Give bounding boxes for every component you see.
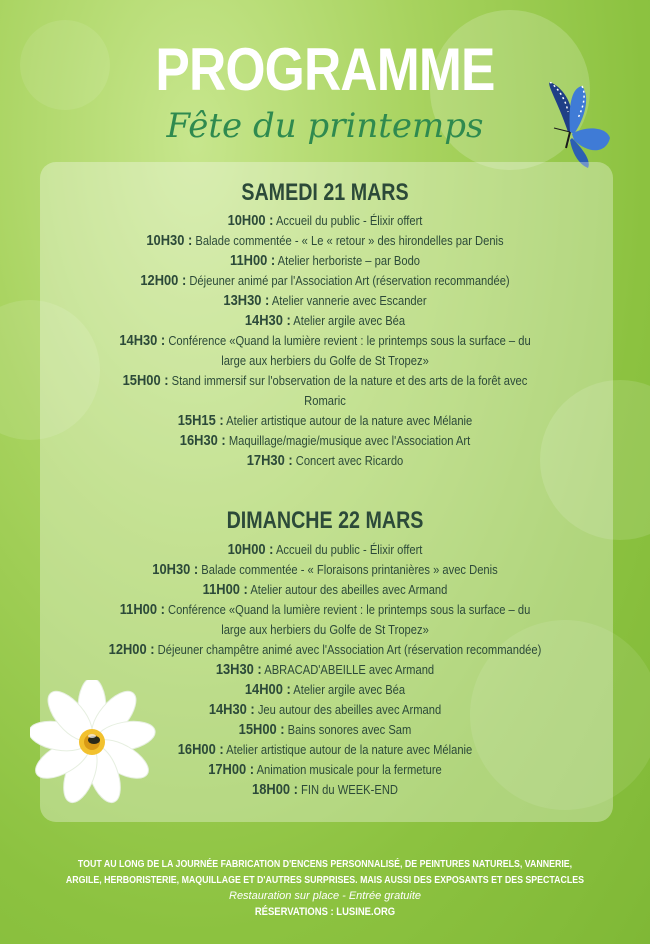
entry-text: ABRACAD'ABEILLE avec Armand <box>264 662 435 677</box>
footer-reservations: RÉSERVATIONS : LUSINE.ORG <box>254 906 396 918</box>
entry-text: Accueil du public - Élixir offert <box>275 213 423 228</box>
schedule-entry <box>97 760 553 780</box>
entry-time: 15H15 : <box>177 412 224 429</box>
schedule-entry <box>97 660 553 680</box>
entry-text: FIN du WEEK-END <box>301 782 398 797</box>
page-subtitle: Fête du printemps <box>166 106 484 146</box>
entry-text: Atelier argile avec Béa <box>293 313 406 328</box>
schedule-entry <box>97 311 553 331</box>
entry-text: Animation musicale pour la fermeture <box>256 762 442 777</box>
footer <box>0 856 650 920</box>
entry-text: Stand immersif sur l'observation de la nature et des arts de la forêt avec <box>171 373 528 388</box>
entry-time: 14H30 : <box>244 312 291 329</box>
schedule-entry <box>97 431 553 451</box>
footer-activities-line-1: TOUT AU LONG DE LA JOURNÉE FABRICATION D'ENCENS PERSONNALISÉ, DE PEINTURES NATURELS, VANNERIE, <box>77 858 573 870</box>
entry-text: Balade commentée - « Floraisons printanières » avec Denis <box>201 562 498 577</box>
entry-text: Atelier argile avec Béa <box>293 682 406 697</box>
entry-time: 15H00 : <box>122 372 169 389</box>
entry-text: Balade commentée - « Le « retour » des hirondelles par Denis <box>195 233 504 248</box>
schedule-entry <box>97 371 553 391</box>
entry-time: 17H00 : <box>208 761 255 778</box>
schedule-entry <box>97 271 553 291</box>
entry-text: Atelier herboriste – par Bodo <box>277 253 421 268</box>
schedule-entry-continuation: large aux herbiers du Golfe de St Tropez» <box>221 622 429 637</box>
daisy-flower-illustration <box>30 680 160 810</box>
footer-info: Restauration sur place - Entrée gratuite <box>229 890 421 902</box>
entry-text: Concert avec Ricardo <box>295 453 404 468</box>
entry-text: Conférence «Quand la lumière revient : le printemps sous la surface – du <box>167 602 531 617</box>
schedule-entry <box>97 740 553 760</box>
butterfly-illustration <box>528 82 612 170</box>
entry-time: 18H00 : <box>252 781 298 798</box>
page-title: PROGRAMME <box>155 36 495 103</box>
day-title-saturday: SAMEDI 21 MARS <box>241 179 409 206</box>
entry-time: 11H00 : <box>229 252 276 269</box>
entry-time: 13H30 : <box>223 292 270 309</box>
entry-text: Déjeuner animé par l'Association Art (réservation recommandée) <box>189 273 510 288</box>
schedule-entry <box>97 251 553 271</box>
entry-text: Conférence «Quand la lumière revient : le printemps sous la surface – du <box>168 333 531 348</box>
entry-text: Déjeuner champêtre animé avec l'Association Art (réservation recommandée) <box>157 642 542 657</box>
schedule-entry <box>97 411 553 431</box>
entry-text: Atelier artistique autour de la nature avec Mélanie <box>226 413 473 428</box>
entry-time: 10H30 : <box>146 232 193 249</box>
entry-time: 15H00 : <box>238 721 285 738</box>
schedule-entry <box>97 580 553 600</box>
schedule-entry <box>97 700 553 720</box>
schedule-entry <box>97 560 553 580</box>
entry-time: 14H00 : <box>244 681 291 698</box>
entry-time: 16H00 : <box>177 741 224 758</box>
saturday-schedule <box>60 211 590 471</box>
schedule-entry <box>97 720 553 740</box>
entry-time: 11H00 : <box>119 601 165 618</box>
entry-time: 10H00 : <box>227 212 274 229</box>
entry-time: 14H30 : <box>119 332 166 349</box>
entry-text: Atelier vannerie avec Escander <box>271 293 427 308</box>
schedule-entry <box>97 600 553 620</box>
footer-activities-line-2: ARGILE, HERBORISTERIE, MAQUILLAGE ET D'AUTRES SURPRISES. MAIS AUSSI DES EXPOSANTS ET DES SPECTACLES <box>65 874 585 886</box>
entry-text: Bains sonores avec Sam <box>287 722 412 737</box>
schedule-entry <box>97 640 553 660</box>
day-title-sunday: DIMANCHE 22 MARS <box>226 507 424 534</box>
entry-time: 13H30 : <box>215 661 262 678</box>
schedule-entry <box>97 231 553 251</box>
schedule-entry-continuation: Romaric <box>304 393 346 408</box>
entry-time: 10H30 : <box>152 561 199 578</box>
entry-text: Maquillage/magie/musique avec l'Association Art <box>228 433 471 448</box>
entry-time: 12H00 : <box>108 641 155 658</box>
schedule-entry <box>97 291 553 311</box>
entry-time: 12H00 : <box>140 272 187 289</box>
schedule-entry <box>97 211 553 231</box>
schedule-entry <box>97 451 553 471</box>
schedule-entry <box>97 780 553 800</box>
entry-text: Atelier artistique autour de la nature avec Mélanie <box>226 742 473 757</box>
schedule-entry <box>97 680 553 700</box>
entry-time: 11H00 : <box>202 581 248 598</box>
entry-text: Accueil du public - Élixir offert <box>275 542 423 557</box>
schedule-entry <box>97 331 553 351</box>
entry-time: 17H30 : <box>246 452 293 469</box>
entry-time: 10H00 : <box>227 541 274 558</box>
entry-text: Jeu autour des abeilles avec Armand <box>257 702 442 717</box>
schedule-entry-continuation: large aux herbiers du Golfe de St Tropez» <box>221 353 429 368</box>
entry-text: Atelier autour des abeilles avec Armand <box>250 582 448 597</box>
entry-time: 14H30 : <box>208 701 255 718</box>
schedule-entry <box>97 540 553 560</box>
entry-time: 16H30 : <box>179 432 226 449</box>
